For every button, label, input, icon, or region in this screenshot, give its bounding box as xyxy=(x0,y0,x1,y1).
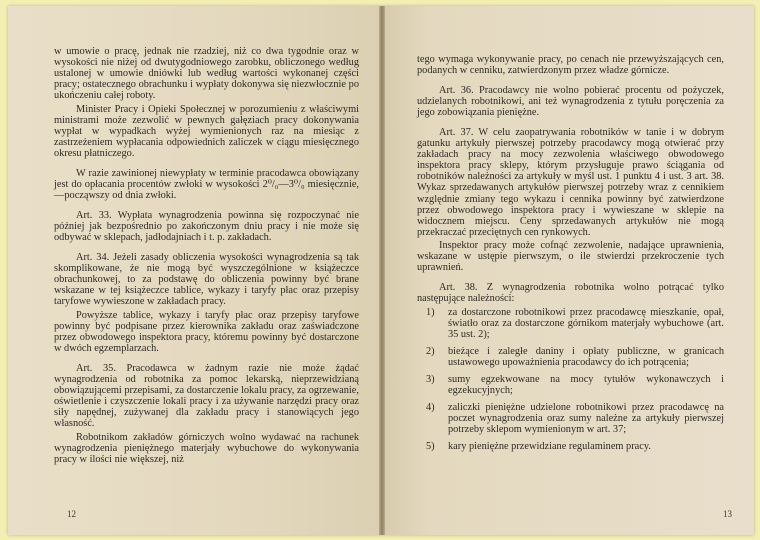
right-page-text xyxy=(417,54,724,458)
list-item xyxy=(417,441,724,452)
list-item xyxy=(417,374,724,396)
page-number: 12 xyxy=(67,509,76,519)
right-page xyxy=(385,6,754,535)
list-item xyxy=(417,307,724,340)
paragraph: Robotnikom zakładów górniczych wolno wydawać na rachunek wynagrodzenia pieniężnego materjały wybuchowe do wykonywania pracy w ilości nie większej, niż xyxy=(54,431,359,466)
list-item-text: sumy egzekwowane na mocy tytułów wykonawczych i egzekucyjnych; xyxy=(448,374,724,397)
paragraph: Art. 36. Pracodawcy nie wolno pobierać procentu od pożyczek, udzielanych robotnikowi, ani też wynagrodzenia z tytułu poręczenia za jego zobowiązania pieniężne. xyxy=(417,85,724,119)
list-item-text: kary pieniężne przewidziane regulaminem pracy. xyxy=(448,441,651,453)
left-page-text xyxy=(54,46,359,468)
list-item xyxy=(417,346,724,368)
list-item-number: 4) xyxy=(426,402,435,414)
paragraph: Art. 38. Z wynagrodzenia robotnika wolno potrącać tylko następujące należności: xyxy=(417,282,724,305)
paragraph: Art. 34. Jeżeli zasady obliczenia wysokości wynagrodzenia są tak skomplikowane, że nie mogą być wyszczególnione w książeczce obrachunkowej, to za podstawę do obliczenia powinny być brane wskazane w tej książeczce tablice, wykazy i taryfy płac oraz przepisy taryfowe wywieszone w zakładach pracy. xyxy=(54,252,359,308)
list-item-text: zaliczki pieniężne udzielone robotnikowi przez pracodawcę na poczet wynagrodzenia oraz sumy należne za artykuły pierwszej potrzeby sklepom wymienionym w art. 37; xyxy=(448,402,724,436)
list-item-text: za dostarczone robotnikowi przez pracodawcę mieszkanie, opał, światło oraz za dostarczone górnikom materjały wybuchowe (art. 35 ust. 2); xyxy=(448,306,724,341)
paragraph: Inspektor pracy może cofnąć zezwolenie, nadające uprawnienia, wskazane w ustępie pierwszym, o ile stwierdzi przekroczenie tych uprawnień. xyxy=(417,240,724,274)
list-item-text: bieżące i zaległe daniny i opłaty publiczne, w granicach ustawowego upoważnienia pracodawcy do ich potrącenia; xyxy=(448,346,724,369)
list-item xyxy=(417,402,724,435)
paragraph: W razie zawinionej niewypłaty w terminie pracodawca obowiązany jest do opłacania procentów zwłoki w wysokości 2⁰/₀—3⁰/₀ miesięcznie,—począwszy od dnia zwłoki. xyxy=(54,167,359,202)
paragraph: Powyższe tablice, wykazy i taryfy płac oraz przepisy taryfowe powinny być podpisane przez kierownika zakładu oraz zaświadczone przez obwodowego inspektora pracy, któremu powinny być dostarczone w dwóch egzemplarzach. xyxy=(54,309,359,355)
list-item-number: 2) xyxy=(426,346,435,358)
open-book-spread xyxy=(8,6,754,535)
paragraph: Art. 35. Pracodawca w żadnym razie nie może żądać wynagrodzenia od robotnika za pomoc lekarską, nieprzewidzianą obowiązującemi przepisami, za dostarczenie lokalu pracy, za ogrzewanie, oświetlenie i czyszczenie lokali pracy i za używanie narzędzi pracy oraz siły napędnej, zużywanej dla zakładu pracy i stanowiących jego własność. xyxy=(54,363,359,430)
paragraph: Minister Pracy i Opieki Społecznej w porozumieniu z właściwymi ministrami może zezwolić w pewnych gałęziach pracy dokonywania wypłat w wypadkach wyżej wymienionych raz na miesiąc z zastrzeżeniem wypłacania odpowiednich zaliczek w ciągu miesięcznego okresu płatniczego. xyxy=(54,103,359,159)
list-item-number: 1) xyxy=(426,306,435,318)
list-item-number: 5) xyxy=(426,441,435,453)
list-item-number: 3) xyxy=(426,374,435,386)
page-number: 13 xyxy=(723,509,732,519)
paragraph: tego wymaga wykonywanie pracy, po cenach nie przewyższających cen, podanych w cenniku, zatwierdzonym przez władze górnicze. xyxy=(417,54,724,77)
paragraph: Art. 33. Wypłata wynagrodzenia powinna się rozpoczynać nie później jak bezpośrednio po zakończonym dniu pracy i nie może się odbywać w sklepach, jadłodajniach i t. p. zakładach. xyxy=(54,210,359,244)
paragraph: Art. 37. W celu zaopatrywania robotników w tanie i w dobrym gatunku artykuły pierwszej potrzeby pracodawcy mogą otwierać przy zakładach pracy na mocy zezwolenia właściwego obwodowego inspektora pracy sklepy, którym przysługuje prawo ściągania od robotników należności za artykuły w myśl ust. 1 punktu 4 i ust. 3 art. 38. Wykaz sprzedawanych artykułów pierwszej potrzeby wraz z cennikiem względnie zmiany tego wykazu i cennika powinny być zatwierdzone przez obwodowego inspektora pracy i wywieszane w sklepie na widocznem miejscu. Ceny sprzedawanych artykułów nie mogą przekraczać przeciętnych cen rynkowych. xyxy=(417,127,724,238)
deductions-list xyxy=(417,307,724,453)
paragraph: w umowie o pracę, jednak nie rzadziej, niż co dwa tygodnie oraz w wysokości nie niżej od dwutygodniowego zarobku, obliczonego według ustalonej w umowie dniówki lub według wartości wykonanej części pracy; ostatecznego obrachunku i wypłaty dokonywa się niezwłocznie po ukończeniu całej roboty. xyxy=(54,46,359,102)
left-page xyxy=(8,6,379,535)
